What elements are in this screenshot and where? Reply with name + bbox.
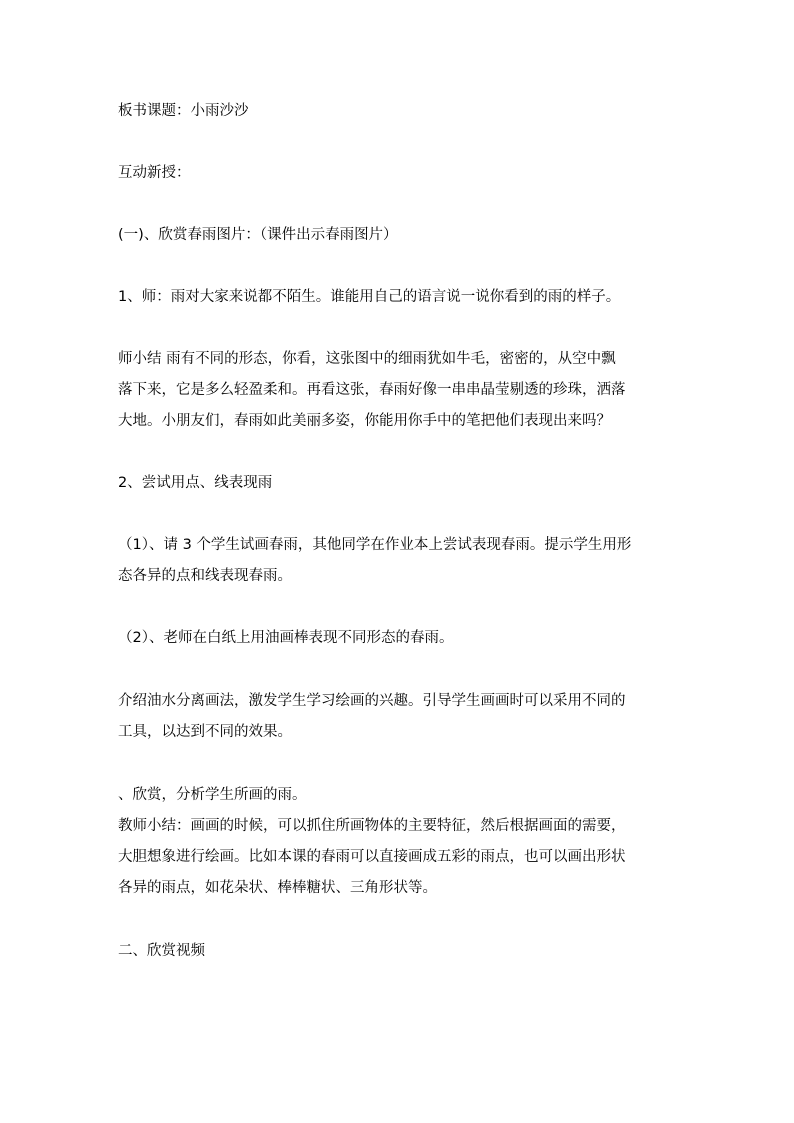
sub-step-two [118, 623, 678, 654]
teacher-summary-line: 落下来，它是多么轻盈柔和。再看这张，春雨好像一串串晶莹剔透的珍珠，洒落 [118, 382, 626, 398]
sub-step-one-line: 态各异的点和线表现春雨。 [118, 568, 292, 584]
interactive-heading [118, 158, 678, 189]
oil-water-intro [118, 686, 678, 748]
teacher-summary-line: 师小结 雨有不同的形态，你看，这张图中的细雨犹如牛毛，密密的，从空中飘 [118, 351, 616, 367]
section-two-heading [118, 936, 678, 967]
appreciate-analysis [118, 780, 678, 904]
step-two-text: 2、尝试用点、线表现雨 [118, 475, 273, 491]
section-one-heading [118, 220, 678, 251]
section-one-heading-text: (一)、欣赏春雨图片：（课件出示春雨图片） [118, 227, 398, 243]
teacher-summary-line: 大地。小朋友们，春雨如此美丽多姿，你能用你手中的笔把他们表现出来吗？ [118, 413, 611, 429]
interactive-heading-text: 互动新授： [118, 165, 191, 181]
teacher-summary-two-line: 教师小结：画画的时候，可以抓住所画物体的主要特征，然后根据画面的需要， [118, 818, 626, 834]
sub-step-one-line: （1）、请 3 个学生试画春雨，其他同学在作业本上尝试表现春雨。提示学生用形 [118, 537, 632, 553]
appreciate-text: 、欣赏，分析学生所画的雨。 [118, 787, 307, 803]
oil-water-line: 介绍油水分离画法，激发学生学习绘画的兴趣。引导学生画画时可以采用不同的 [118, 693, 626, 709]
sub-step-one [118, 530, 678, 592]
teacher-summary-two-line: 各异的雨点，如花朵状、棒棒糖状、三角形状等。 [118, 880, 437, 896]
lesson-title-text: 板书课题：小雨沙沙 [118, 103, 249, 119]
section-two-heading-text: 二、欣赏视频 [118, 943, 205, 959]
sub-step-two-text: （2）、老师在白纸上用油画棒表现不同形态的春雨。 [118, 630, 454, 646]
teacher-summary [118, 344, 678, 437]
oil-water-line: 工具，以达到不同的效果。 [118, 724, 292, 740]
step-one-text: 1、师：雨对大家来说都不陌生。谁能用自己的语言说一说你看到的雨的样子。 [118, 289, 621, 305]
step-two [118, 468, 678, 499]
lesson-title [118, 96, 678, 127]
teacher-summary-two-line: 大胆想象进行绘画。比如本课的春雨可以直接画成五彩的雨点，也可以画出形状 [118, 849, 626, 865]
step-one [118, 282, 678, 313]
